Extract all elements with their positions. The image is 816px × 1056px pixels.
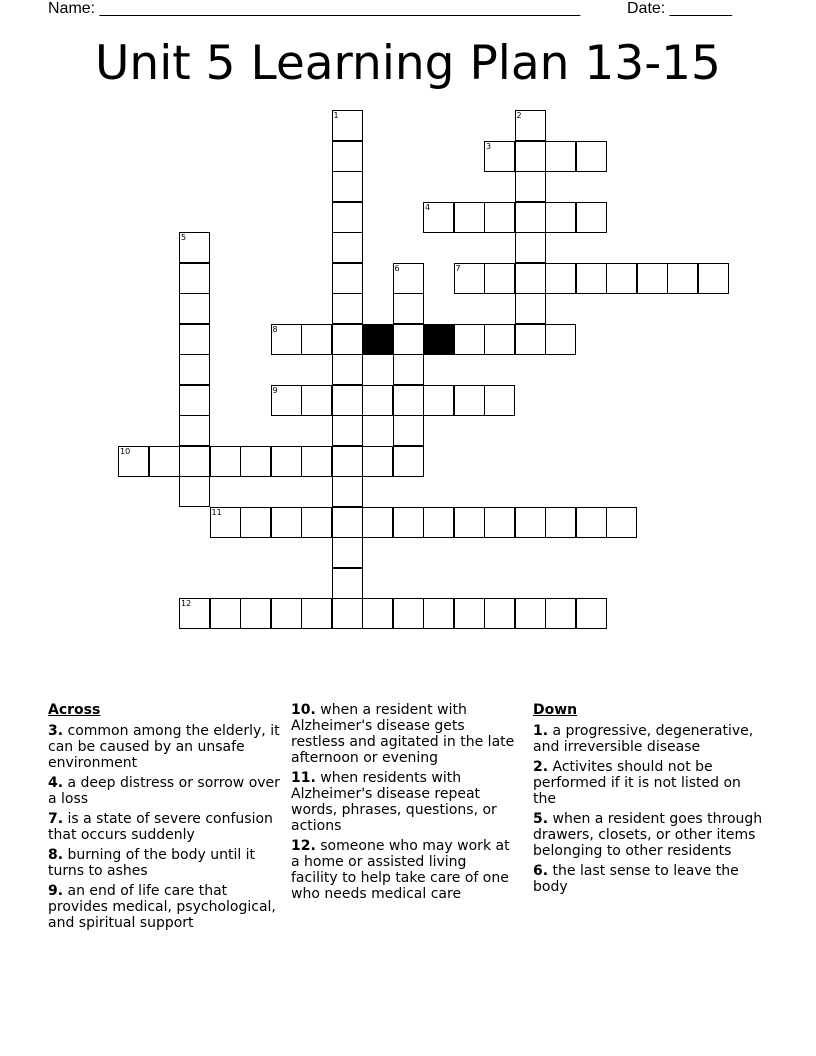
- down-clue: [533, 723, 768, 755]
- across-clue: [48, 723, 283, 771]
- clue-text: Activites should not be performed if it is not listed on the: [533, 759, 741, 807]
- cell-number: 9: [272, 385, 278, 395]
- grid-cell[interactable]: [210, 507, 241, 538]
- clue-number: 4.: [48, 775, 64, 791]
- grid-cell[interactable]: [423, 385, 454, 416]
- page-title: Unit 5 Learning Plan 13-15: [95, 36, 721, 91]
- grid-cell[interactable]: [240, 598, 271, 629]
- grid-cell[interactable]: [301, 324, 332, 355]
- clue-text: an end of life care that provides medical, psychological, and spiritual support: [48, 883, 276, 931]
- grid-cell[interactable]: [576, 202, 607, 233]
- across-clue: [48, 775, 283, 807]
- cell-number: 7: [455, 263, 461, 273]
- across-clue: [291, 838, 516, 902]
- across-clue: [291, 702, 516, 766]
- down-clue: [533, 863, 768, 895]
- down-clues: [533, 702, 768, 899]
- grid-cell[interactable]: [393, 293, 424, 324]
- grid-cell[interactable]: [606, 263, 637, 294]
- grid-cell[interactable]: [637, 263, 668, 294]
- grid-cell[interactable]: [393, 446, 424, 477]
- grid-cell[interactable]: [393, 263, 424, 294]
- grid-cell[interactable]: [545, 507, 576, 538]
- grid-cell[interactable]: [484, 385, 515, 416]
- grid-cell[interactable]: [576, 507, 607, 538]
- grid-cell[interactable]: [454, 385, 485, 416]
- grid-cell[interactable]: [210, 446, 241, 477]
- grid-cell[interactable]: [515, 263, 546, 294]
- name-field: Name: ______________________________________________________: [48, 0, 581, 17]
- grid-cell[interactable]: [576, 598, 607, 629]
- grid-cell[interactable]: [484, 263, 515, 294]
- grid-cell[interactable]: [393, 415, 424, 446]
- clue-number: 9.: [48, 883, 64, 899]
- grid-cell[interactable]: [362, 507, 393, 538]
- grid-cell[interactable]: [301, 446, 332, 477]
- across-clue: [291, 770, 516, 834]
- down-clue: [533, 811, 768, 859]
- clue-number: 1.: [533, 723, 549, 739]
- grid-cell[interactable]: [515, 232, 546, 263]
- grid-cell[interactable]: [332, 293, 363, 324]
- across-clues: [48, 702, 283, 935]
- date-field: Date: _______: [627, 0, 732, 17]
- clue-number: 12.: [291, 838, 316, 854]
- grid-cell[interactable]: [484, 598, 515, 629]
- across-clue: [48, 811, 283, 843]
- grid-cell[interactable]: [179, 263, 210, 294]
- grid-cell[interactable]: [454, 507, 485, 538]
- cell-number: 1: [333, 111, 339, 120]
- across-clues-continued: [291, 702, 516, 906]
- grid-cell[interactable]: [240, 507, 271, 538]
- grid-cell[interactable]: [576, 141, 607, 172]
- grid-cell[interactable]: [576, 263, 607, 294]
- clue-number: 5.: [533, 811, 549, 827]
- clue-text: is a state of severe confusion that occurs suddenly: [48, 811, 273, 843]
- grid-cell[interactable]: [393, 598, 424, 629]
- grid-cell[interactable]: [393, 354, 424, 385]
- grid-cell[interactable]: [362, 385, 393, 416]
- grid-cell[interactable]: [271, 507, 302, 538]
- clue-text: when a resident with Alzheimer's disease gets restless and agitated in the late afternoon or evening: [291, 702, 515, 766]
- grid-cell[interactable]: [515, 202, 546, 233]
- grid-cell[interactable]: [332, 354, 363, 385]
- grid-cell[interactable]: [118, 446, 149, 477]
- grid-cell[interactable]: [484, 324, 515, 355]
- cell-number: 10: [120, 446, 131, 456]
- grid-cell[interactable]: [149, 446, 180, 477]
- clue-number: 6.: [533, 863, 549, 879]
- cell-number: 3: [486, 141, 492, 151]
- grid-cell[interactable]: [454, 324, 485, 355]
- grid-cell[interactable]: [332, 324, 363, 355]
- grid-cell[interactable]: [179, 415, 210, 446]
- grid-cell[interactable]: [606, 507, 637, 538]
- grid-cell[interactable]: [332, 415, 363, 446]
- cell-number: 8: [272, 324, 278, 334]
- grid-cell[interactable]: [332, 385, 363, 416]
- grid-cell[interactable]: [484, 141, 515, 172]
- grid-cell[interactable]: [179, 446, 210, 477]
- clue-text: the last sense to leave the body: [533, 863, 739, 895]
- grid-cell[interactable]: [332, 446, 363, 477]
- grid-cell[interactable]: [545, 598, 576, 629]
- clue-text: someone who may work at a home or assisted living facility to help take care of one who needs medical care: [291, 838, 510, 902]
- grid-cell[interactable]: [332, 110, 363, 141]
- grid-cell[interactable]: [454, 202, 485, 233]
- cell-number: 11: [211, 507, 222, 517]
- clue-text: when residents with Alzheimer's disease repeat words, phrases, questions, or actions: [291, 770, 497, 834]
- grid-cell[interactable]: [667, 263, 698, 294]
- grid-cell[interactable]: [545, 324, 576, 355]
- shaded-cell: [423, 324, 454, 355]
- clue-text: a deep distress or sorrow over a loss: [48, 775, 280, 807]
- grid-cell[interactable]: [332, 263, 363, 294]
- grid-cell[interactable]: [179, 354, 210, 385]
- grid-cell[interactable]: [362, 446, 393, 477]
- grid-cell[interactable]: [179, 385, 210, 416]
- grid-cell[interactable]: [210, 598, 241, 629]
- grid-cell[interactable]: [332, 598, 363, 629]
- grid-cell[interactable]: [332, 232, 363, 263]
- across-clue: [48, 847, 283, 879]
- grid-cell[interactable]: [179, 598, 210, 629]
- across-clue: [48, 883, 283, 931]
- grid-cell[interactable]: [454, 598, 485, 629]
- grid-cell[interactable]: [515, 171, 546, 202]
- grid-cell[interactable]: [454, 263, 485, 294]
- across-heading: Across: [48, 702, 101, 718]
- grid-cell[interactable]: [332, 202, 363, 233]
- cell-number: 12: [181, 599, 192, 608]
- grid-cell[interactable]: [515, 598, 546, 629]
- grid-cell[interactable]: [332, 171, 363, 202]
- grid-cell[interactable]: [301, 598, 332, 629]
- grid-cell[interactable]: [484, 507, 515, 538]
- cell-number: 5: [181, 233, 187, 242]
- grid-cell[interactable]: [179, 324, 210, 355]
- grid-cell[interactable]: [393, 324, 424, 355]
- grid-cell[interactable]: [515, 507, 546, 538]
- clue-number: 10.: [291, 702, 316, 718]
- grid-cell[interactable]: [240, 446, 271, 477]
- grid-cell[interactable]: [698, 263, 729, 294]
- down-clue: [533, 759, 768, 807]
- grid-cell[interactable]: [271, 385, 302, 416]
- grid-cell[interactable]: [545, 141, 576, 172]
- clue-text: burning of the body until it turns to ashes: [48, 847, 256, 879]
- grid-cell[interactable]: [179, 476, 210, 507]
- grid-cell[interactable]: [332, 507, 363, 538]
- grid-cell[interactable]: [271, 446, 302, 477]
- down-heading: Down: [533, 702, 578, 718]
- clue-number: 7.: [48, 811, 64, 827]
- grid-cell[interactable]: [423, 598, 454, 629]
- grid-cell[interactable]: [515, 141, 546, 172]
- clue-number: 2.: [533, 759, 549, 775]
- grid-cell[interactable]: [393, 507, 424, 538]
- grid-cell[interactable]: [332, 476, 363, 507]
- grid-cell[interactable]: [179, 232, 210, 263]
- grid-cell[interactable]: [332, 537, 363, 568]
- shaded-cell: [362, 324, 393, 355]
- cell-number: 6: [394, 263, 400, 273]
- grid-cell[interactable]: [423, 202, 454, 233]
- grid-cell[interactable]: [484, 202, 515, 233]
- clue-number: 11.: [291, 770, 316, 786]
- clue-text: common among the elderly, it can be caused by an unsafe environment: [48, 723, 280, 771]
- grid-cell[interactable]: [301, 507, 332, 538]
- grid-cell[interactable]: [515, 324, 546, 355]
- grid-cell[interactable]: [332, 141, 363, 172]
- grid-cell[interactable]: [545, 263, 576, 294]
- grid-cell[interactable]: [179, 293, 210, 324]
- grid-cell[interactable]: [545, 202, 576, 233]
- grid-cell[interactable]: [515, 110, 546, 141]
- clue-text: when a resident goes through drawers, closets, or other items belonging to other residents: [533, 811, 763, 859]
- grid-cell[interactable]: [393, 385, 424, 416]
- grid-cell[interactable]: [515, 293, 546, 324]
- clue-number: 3.: [48, 723, 64, 739]
- clue-number: 8.: [48, 847, 64, 863]
- grid-cell[interactable]: [271, 598, 302, 629]
- grid-cell[interactable]: [423, 507, 454, 538]
- grid-cell[interactable]: [362, 598, 393, 629]
- grid-cell[interactable]: [301, 385, 332, 416]
- grid-cell[interactable]: [271, 324, 302, 355]
- grid-cell[interactable]: [332, 568, 363, 599]
- cell-number: 4: [425, 202, 431, 212]
- cell-number: 2: [516, 111, 522, 120]
- clue-text: a progressive, degenerative, and irreversible disease: [533, 723, 754, 755]
